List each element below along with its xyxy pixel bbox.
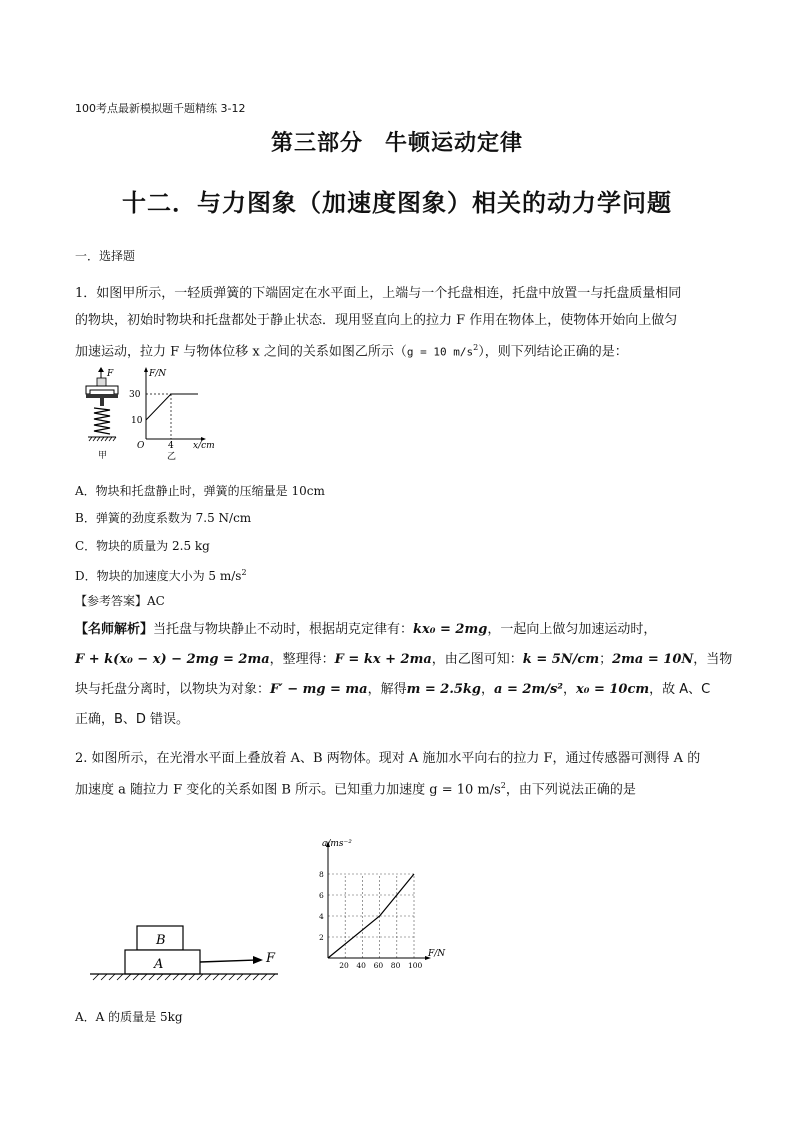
formula: a = 2m/s²	[494, 682, 563, 697]
y-tick-label: 4	[319, 912, 324, 921]
y-tick-label: 8	[319, 870, 324, 879]
part-title	[0, 126, 794, 157]
q2-line-2-text: 加速度 a 随拉力 F 变化的关系如图 B 所示。已知重力加速度 g = 10 m/s	[75, 782, 501, 798]
label-jia: 甲	[98, 451, 108, 461]
analysis-line-4: 正确，B、D 错误。	[75, 712, 190, 727]
q2-line-2-end: ，由下列说法正确的是	[505, 782, 636, 798]
q1-line-2: 的物块，初始时物块和托盘都处于静止状态．现用竖直向上的拉力 F 作用在物体上，使物体开始向上做匀	[75, 313, 678, 328]
q1-line-3: 加速运动，拉力 F 与物体位移 x 之间的关系如图乙所示（g = 10 $m/s^2$），则下列结论正确的是：	[75, 343, 628, 360]
chapter-title: 十二．与力图象（加速度图象）相关的动力学问题	[122, 189, 672, 217]
q1-stem	[75, 280, 730, 365]
chart-xlabel: F/N	[428, 949, 446, 959]
q1-option-c: C．物块的质量为 2.5 kg	[75, 539, 210, 553]
analysis-text: ，一起向上做匀加速运动时，	[487, 622, 657, 637]
q1-line-1: 1．如图甲所示，一轻质弹簧的下端固定在水平面上，上端与一个托盘相连，托盘中放置一与托盘质量相同	[75, 286, 682, 301]
q1-gravity: g = 10 m/s	[406, 345, 474, 359]
chart-ylabel: a/ms⁻²	[322, 839, 352, 849]
q2-option-a: A．A 的质量是 5kg	[75, 1010, 183, 1024]
formula: kx₀ = 2mg	[413, 622, 488, 637]
analysis-text: ，故 A、C	[649, 682, 711, 697]
x-tick-label: 80	[390, 961, 401, 970]
analysis-text: ，当物	[693, 652, 733, 667]
formula: k = 5N/cm	[522, 652, 600, 667]
chart-grid	[328, 874, 414, 958]
x-tick-label: 100	[408, 961, 423, 970]
analysis-text: ，	[562, 682, 576, 697]
q1-option-d: D．物块的加速度大小为 5 $m/s^2$	[75, 568, 247, 583]
q1-line-3-b: ），则下列结论正确的是：	[478, 344, 628, 360]
analysis-line-2	[75, 645, 745, 675]
formula: F + k(x₀ − x) − 2mg = 2ma	[75, 652, 270, 667]
formula: m = 2.5kg	[406, 682, 482, 697]
y-tick-label: 2	[319, 933, 324, 942]
series-header: 100考点最新模拟题千题精练 3-12	[75, 102, 246, 115]
analysis-text: ，	[481, 682, 495, 697]
af-chart	[308, 836, 458, 992]
x-axis-label: x/cm	[193, 441, 215, 451]
x-tick-label: 40	[356, 961, 366, 970]
analysis-text: 当托盘与物块静止不动时，根据胡克定律有：	[153, 622, 414, 637]
analysis-text: ，整理得：	[269, 652, 335, 667]
y-tick-label: 6	[319, 891, 324, 900]
q2-line-2: 加速度 a 随拉力 F 变化的关系如图 B 所示。已知重力加速度 g = 10 $m/s^2$，由下列说法正确的是	[75, 781, 636, 798]
formula: F = kx + 2ma	[334, 652, 432, 667]
analysis-line-1	[75, 615, 745, 645]
chart-axes	[326, 841, 431, 960]
q1-option-a: A．物块和托盘静止时，弹簧的压缩量是 10cm	[75, 484, 325, 498]
q2-stem	[75, 745, 730, 803]
q1-answer: 【参考答案】AC	[75, 594, 165, 608]
q1-analysis	[75, 615, 745, 735]
origin-label: O	[137, 441, 145, 451]
q1-line-3-a: 加速运动，拉力 F 与物体位移 x 之间的关系如图乙所示（	[75, 344, 407, 360]
blocks-figure	[88, 922, 288, 988]
analysis-text: ，解得	[367, 682, 407, 697]
y-tick-30: 30	[129, 390, 141, 400]
section-heading: 一．选择题	[75, 249, 136, 263]
q2-line-1: 2. 如图所示，在光滑水平面上叠放着 A、B 两物体。现对 A 施加水平向右的拉力 F，通过传感器可测得 A 的	[75, 751, 701, 766]
x-tick-label: 20	[339, 961, 349, 970]
analysis-text: ，由乙图可知：	[431, 652, 523, 667]
label-yi: 乙	[167, 452, 177, 462]
chart-ticks	[319, 870, 423, 970]
analysis-tag: 【名师解析】	[75, 622, 154, 637]
formula: F′ − mg = ma	[270, 682, 368, 697]
force-f-label: F	[266, 951, 276, 966]
analysis-line-3	[75, 675, 745, 705]
formula: x₀ = 10cm	[576, 682, 650, 697]
force-label: F	[107, 369, 114, 379]
q1-option-b: B．弹簧的劲度系数为 7.5 N/cm	[75, 511, 252, 525]
q1-option-d-text: D．物块的加速度大小为 5 m/s	[75, 569, 242, 583]
analysis-text: 块与托盘分离时，以物块为对象：	[75, 682, 271, 697]
formula: 2ma = 10N	[612, 652, 694, 667]
y-axis-label: F/N	[149, 369, 167, 379]
part-title-right: 牛顿运动定律	[385, 131, 524, 156]
part-title-left: 第三部分	[270, 131, 363, 156]
q1-figure	[74, 366, 224, 462]
block-b-label: B	[156, 933, 166, 948]
block-a-label: A	[154, 957, 164, 972]
analysis-text: ；	[599, 652, 613, 667]
x-tick-4: 4	[168, 441, 174, 451]
y-tick-10: 10	[131, 416, 143, 426]
x-tick-label: 60	[373, 961, 384, 970]
